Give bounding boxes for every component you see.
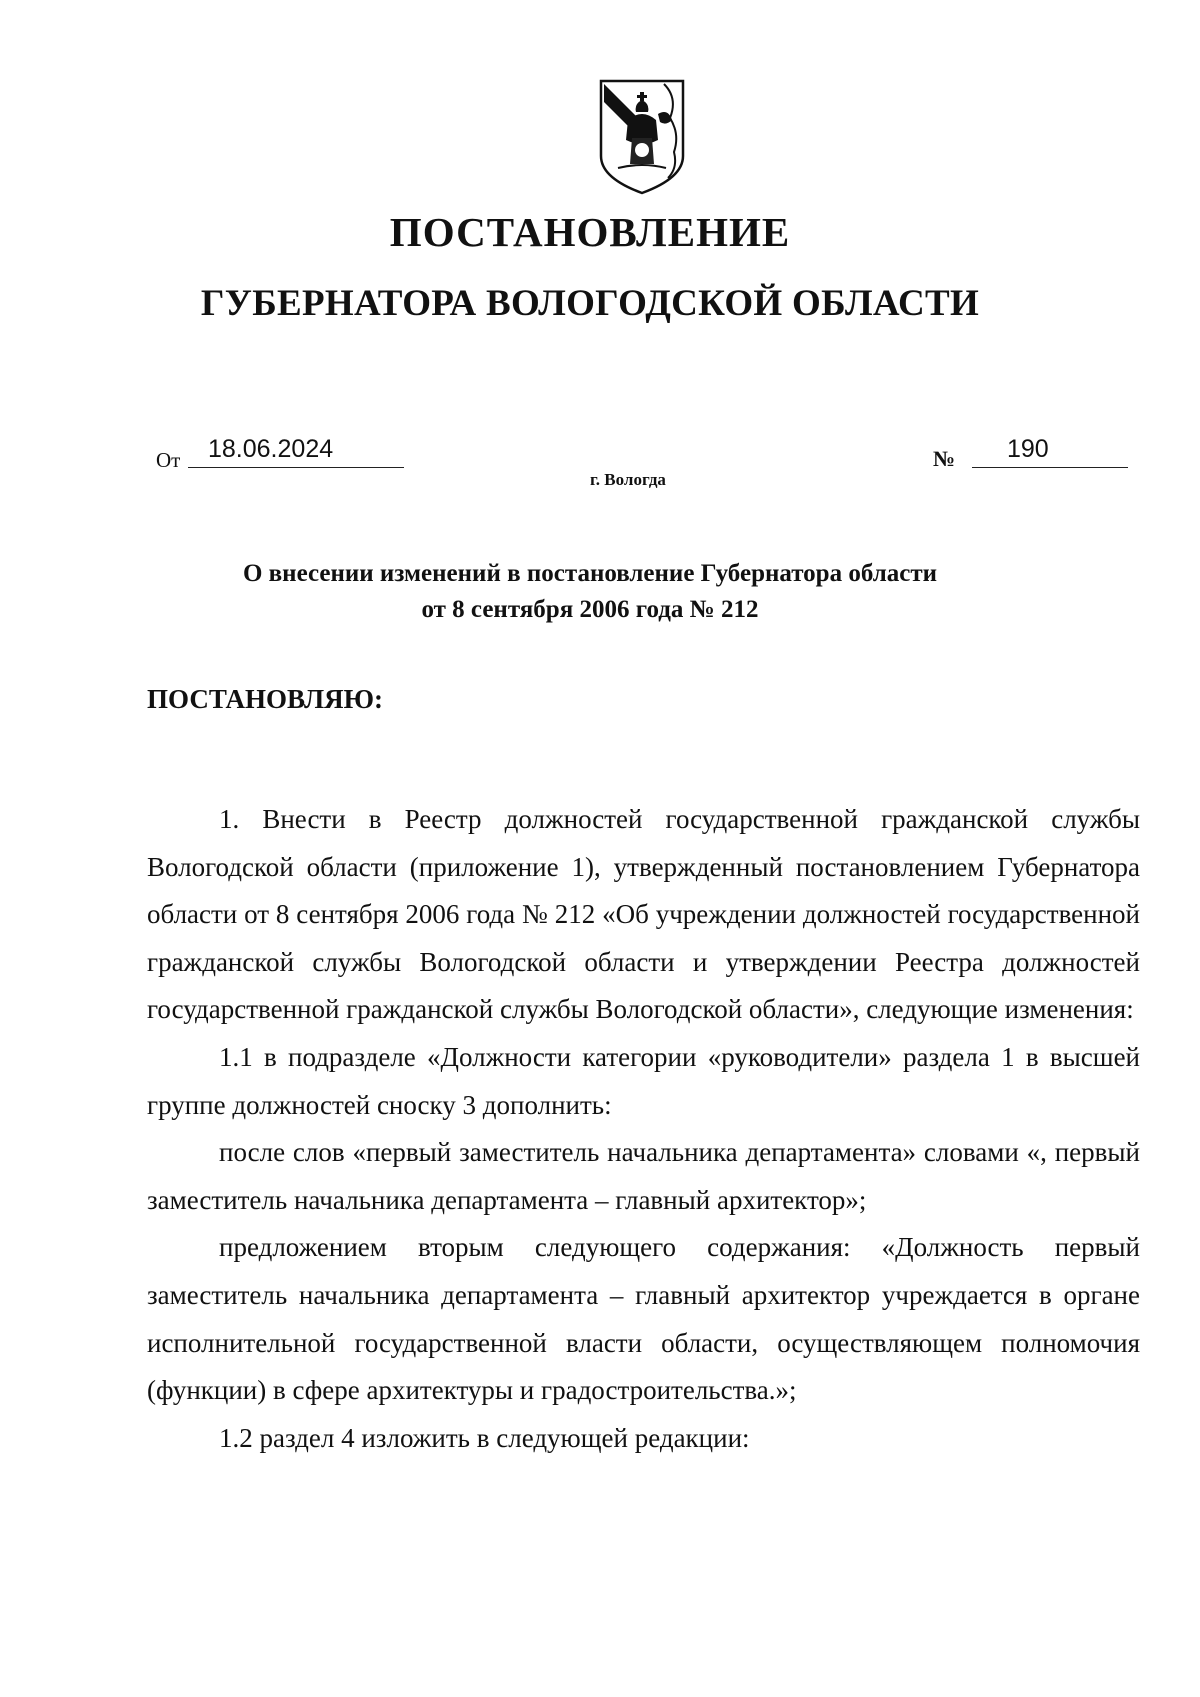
document-title: ПОСТАНОВЛЕНИЕ bbox=[389, 209, 791, 255]
decree-word: ПОСТАНОВЛЯЮ: bbox=[147, 684, 383, 714]
paragraph-1-1: 1.1 в подразделе «Должности категории «руководители» раздела 1 в высшей группе должностей сноску 3 дополнить: bbox=[147, 1041, 1140, 1120]
subject-line-2: от 8 сентября 2006 года № 212 bbox=[421, 596, 759, 623]
paragraph-1-2: 1.2 раздел 4 изложить в следующей редакции: bbox=[219, 1422, 750, 1453]
date-prefix: От bbox=[156, 448, 181, 472]
paragraph-second-sentence: предложением вторым следующего содержания: «Должность первый заместитель начальника департамента – главный архитектор учреждается в органе исполнительной государственной власти области, осуществляющем полномочия (функции) в сфере архитектуры и градостроительства.»; bbox=[147, 1232, 1140, 1406]
document-subtitle: ГУБЕРНАТОРА ВОЛОГОДСКОЙ ОБЛАСТИ bbox=[200, 283, 980, 324]
number-prefix: № bbox=[933, 446, 956, 471]
paragraph-after-words: после слов «первый заместитель начальника департамента» словами «, первый заместитель начальника департамента – главный архитектор»; bbox=[147, 1137, 1140, 1215]
subject-line-1: О внесении изменений в постановление Губернатора области bbox=[242, 560, 938, 587]
city-label: г. Вологда bbox=[590, 470, 666, 489]
coat-of-arms-icon bbox=[598, 78, 686, 196]
document-date: 18.06.2024 bbox=[188, 436, 404, 468]
document-subject bbox=[0, 556, 1180, 628]
document-body bbox=[147, 796, 1140, 1462]
document-number: 190 bbox=[972, 436, 1128, 468]
paragraph-1: 1. Внести в Реестр должностей государственной гражданской службы Вологодской области (приложение 1), утвержденный постановлением Губернатора области от 8 сентября 2006 года № 212 «Об учреждении должностей государственной гражданской службы Вологодской области и утверждении Реестра должностей государственной гражданской службы Вологодской области», следующие изменения: bbox=[147, 804, 1140, 1025]
